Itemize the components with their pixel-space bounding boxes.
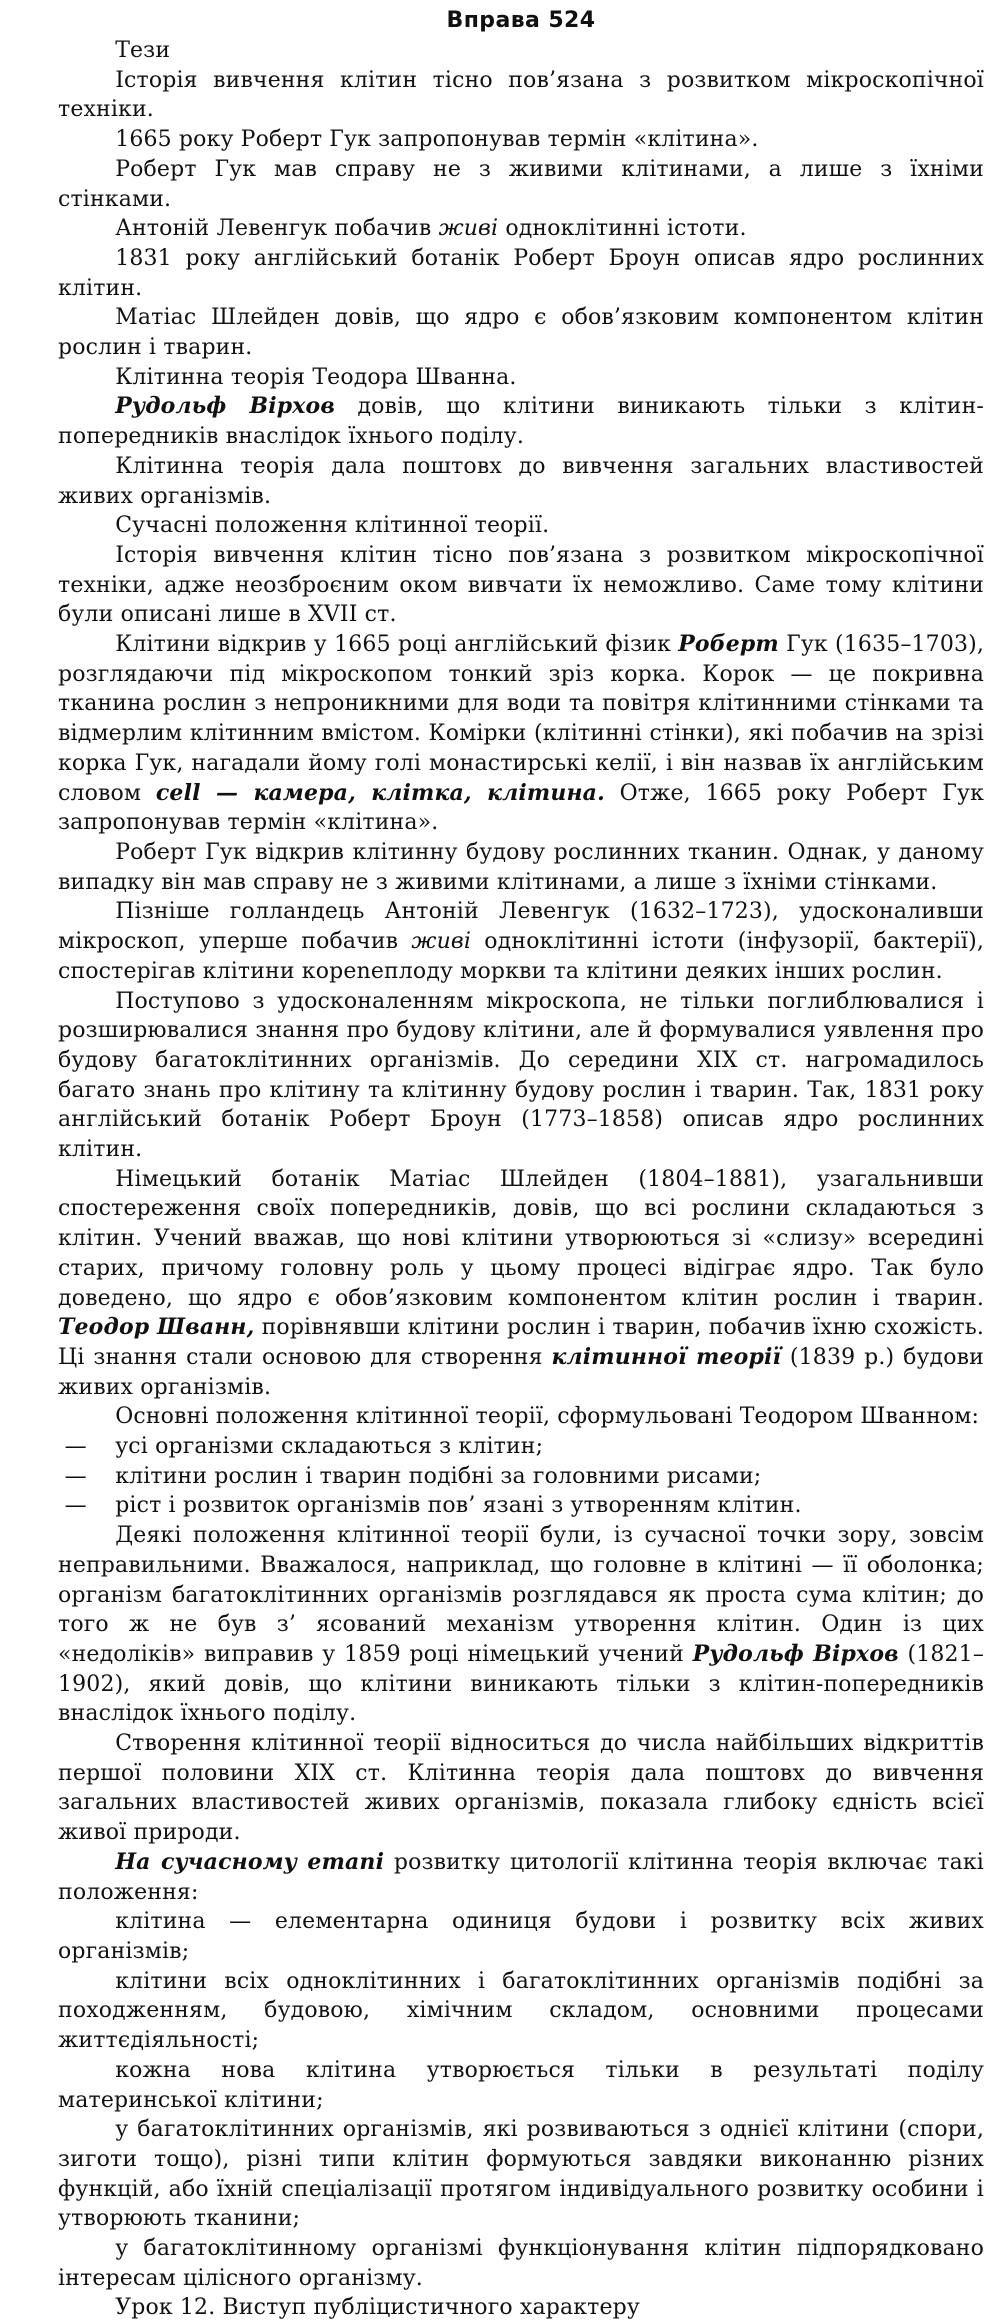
dash-mark: — (64, 1463, 87, 1489)
list-item-text: ріст і розвиток організмів пов’ язані з утворенням клітин. (115, 1493, 802, 1519)
emphasis-name: Теодор Шванн, (58, 1314, 255, 1341)
list-item (58, 1432, 984, 1462)
main-text (58, 541, 984, 2323)
paragraph (58, 630, 984, 838)
text-run: Отже, 1665 року Роберт Гук запропонував термін «клітина». (58, 780, 984, 836)
paragraph: Поступово з удосконаленням мікроскопа, не тільки поглиблювалися і розширювалися знання про будову клітини, але й формувалися уявлення про будову багатоклітинних організмів. До середини XIX ст. нагромадилось багато знань про клітину та клітинну будову рослин і тварин. Так, 1831 року англійський ботанік Роберт Броун (1773–1858) описав ядро рослинних клітин. (58, 988, 984, 1163)
text-run: одноклітинні істоти. (498, 216, 747, 242)
paragraph (58, 1521, 984, 1729)
text-run: одноклітинні істоти (інфузорії, бактерії), спостерігав клітини кореneплоду моркви та клітини деяких інших рослин. (58, 929, 984, 984)
paragraph (58, 897, 984, 986)
text-run: (1839 р.) будови живих організмів. (58, 1344, 984, 1400)
list-item-text: клітини рослин і тварин подібні за головними рисами; (115, 1463, 762, 1489)
text-run: Німецький ботанік Матіас Шлейден (1804–1881), узагальнивши спостереження своїх попередників, довів, що всі рослини складаються з клітин. Учений вважав, що нові клітини утворюються зі «слизу» всередині старих, причому головну роль у цьому процесі відіграє ядро. Так було доведено, що ядро є обов’язковим компонентом клітин рослин і тварин. (58, 1166, 984, 1311)
lesson-footer: Урок 12. Виступ публіцистичного характеру (115, 2295, 640, 2321)
schwann-list (58, 1432, 984, 1521)
paragraph: Основні положення клітинної теорії, сформульовані Теодором Шванном: (115, 1404, 980, 1430)
modern-theory-list (58, 1907, 984, 2293)
list-item (58, 1491, 984, 1521)
text-run: розвитку цитології клітинна теорія включає такі положення: (58, 1849, 984, 1905)
text-run: Деякі положення клітинної теорії були, із сучасної точки зору, зовсім неправильними. Вважалося, наприклад, що головне в клітині — її оболонка; організм багатоклітинних організмів розглядався як проста сума клітин; до того ж не був з’ ясований механізм утворення клітин. Один із цих «недоліків» виправив у 1859 році німецький учений (58, 1523, 984, 1667)
list-item (58, 1462, 984, 1492)
emphasis-name: Роберт (678, 631, 779, 658)
text-run: Гук (1635–1703), розглядаючи під мікроскопом тонкий зріз корка. Корок — це покривна тканина рослин з непроникними для води та повітря клітинними стінками та відмерлим клітинним вмістом. Комірки (клітинні стінки), які побачив на зрізі корка Гук, нагадали йому голі монастирські келії, і він назвав їх англійським словом (58, 632, 984, 806)
thesis-line (58, 392, 984, 451)
emphasis-name: Рудольф Вірхов (692, 1640, 899, 1667)
dash-mark: — (64, 1434, 87, 1460)
paragraph (58, 1165, 984, 1403)
thesis-line: Матіас Шлейден довів, що ядро є обов’язковим компонентом клітин рослин і тварин. (58, 305, 984, 361)
text-run: порівнявши клітини рослин і тварин, побачив їхню схожість. Ці знання стали основою для створення (58, 1315, 984, 1370)
paragraph (58, 1848, 984, 1907)
thesis-line: Тези (115, 38, 171, 63)
list-item: у багатоклітинних організмів, які розвиваються з однієї клітини (спори, зиготи тощо), різні типи клітин формуються завдяки виконанню різних функцій, або їхній спеціалізації протягом індивідуального розвитку особини і утворюють тканини; (58, 2117, 984, 2232)
emphasis: живі (438, 216, 499, 242)
emphasis: На сучасному етапі (115, 1848, 385, 1875)
list-item: у багатоклітинному організмі функціонування клітин підпорядковано інтересам цілісного організму. (58, 2236, 984, 2291)
paragraph: Роберт Гук відкрив клітинну будову рослинних тканин. Однак, у даному випадку він мав справу не з живими клітинами, а лише з їхніми стінками. (58, 839, 984, 895)
paragraph: Історія вивчення клітин тісно пов’язана з розвитком мікроскопічної техніки, адже неозброєним оком вивчати їх неможливо. Саме тому клітини були описані лише в XVII ст. (58, 542, 984, 628)
theses-block (58, 36, 984, 541)
emphasis-name: Рудольф Вірхов (115, 393, 335, 420)
paragraph: Створення клітинної теорії відноситься до числа найбільших відкриттів першої половини XIX ст. Клітинна теорія дала поштовх до вивчення загальних властивостей живих організмів, показала глибоку єдність всієї живої природи. (58, 1731, 984, 1846)
list-item-text: усі організми складаються з клітин; (115, 1434, 544, 1460)
emphasis: cell — камера, клітка, клітина. (155, 779, 605, 806)
thesis-line: Сучасні положення клітинної теорії. (115, 513, 550, 539)
text-run: Пізніше голландець Антоній Левенгук (1632–1723), удосконаливши мікроскоп, уперше побачив (58, 899, 984, 955)
thesis-line: Роберт Гук мав справу не з живими клітинами, а лише з їхніми стінками. (58, 156, 984, 212)
thesis-line (58, 214, 984, 244)
list-item: клітина — елементарна одиниця будови і розвитку всіх живих організмів; (58, 1909, 984, 1964)
text-run: довів, що клітини виникають тільки з клітин-попередників внаслідок їхнього поділу. (58, 394, 984, 450)
list-item: кожна нова клітина утворюється тільки в результаті поділу материнської клітини; (58, 2057, 984, 2113)
emphasis: живі (411, 929, 472, 955)
text-run: Клітини відкрив у 1665 році англійський фізик (115, 632, 679, 658)
thesis-line: Історія вивчення клітин тісно пов’язана з розвитком мікроскопічної техніки. (58, 67, 984, 123)
thesis-line: Клітинна теорія дала поштовх до вивчення загальних властивостей живих організмів. (58, 453, 984, 509)
emphasis: клітинної теорії (551, 1343, 782, 1370)
dash-mark: — (64, 1493, 87, 1519)
exercise-title: Вправа 524 (446, 8, 596, 33)
thesis-line: 1831 року англійський ботанік Роберт Броун описав ядро рослинних клітин. (58, 245, 984, 301)
text-run: Антоній Левенгук побачив (115, 216, 439, 242)
list-item: клітини всіх одноклітинних і багатоклітинних організмів подібні за походженням, будовою, хімічним складом, основними процесами життєдіяльності; (58, 1968, 984, 2054)
thesis-line: Клітинна теорія Теодора Шванна. (115, 364, 517, 390)
thesis-line: 1665 року Роберт Гук запропонував термін «клітина». (115, 127, 759, 153)
text-run: (1821–1902), який довів, що клітини виникають тільки з клітин-попередників внаслідок їхнього поділу. (58, 1641, 984, 1727)
